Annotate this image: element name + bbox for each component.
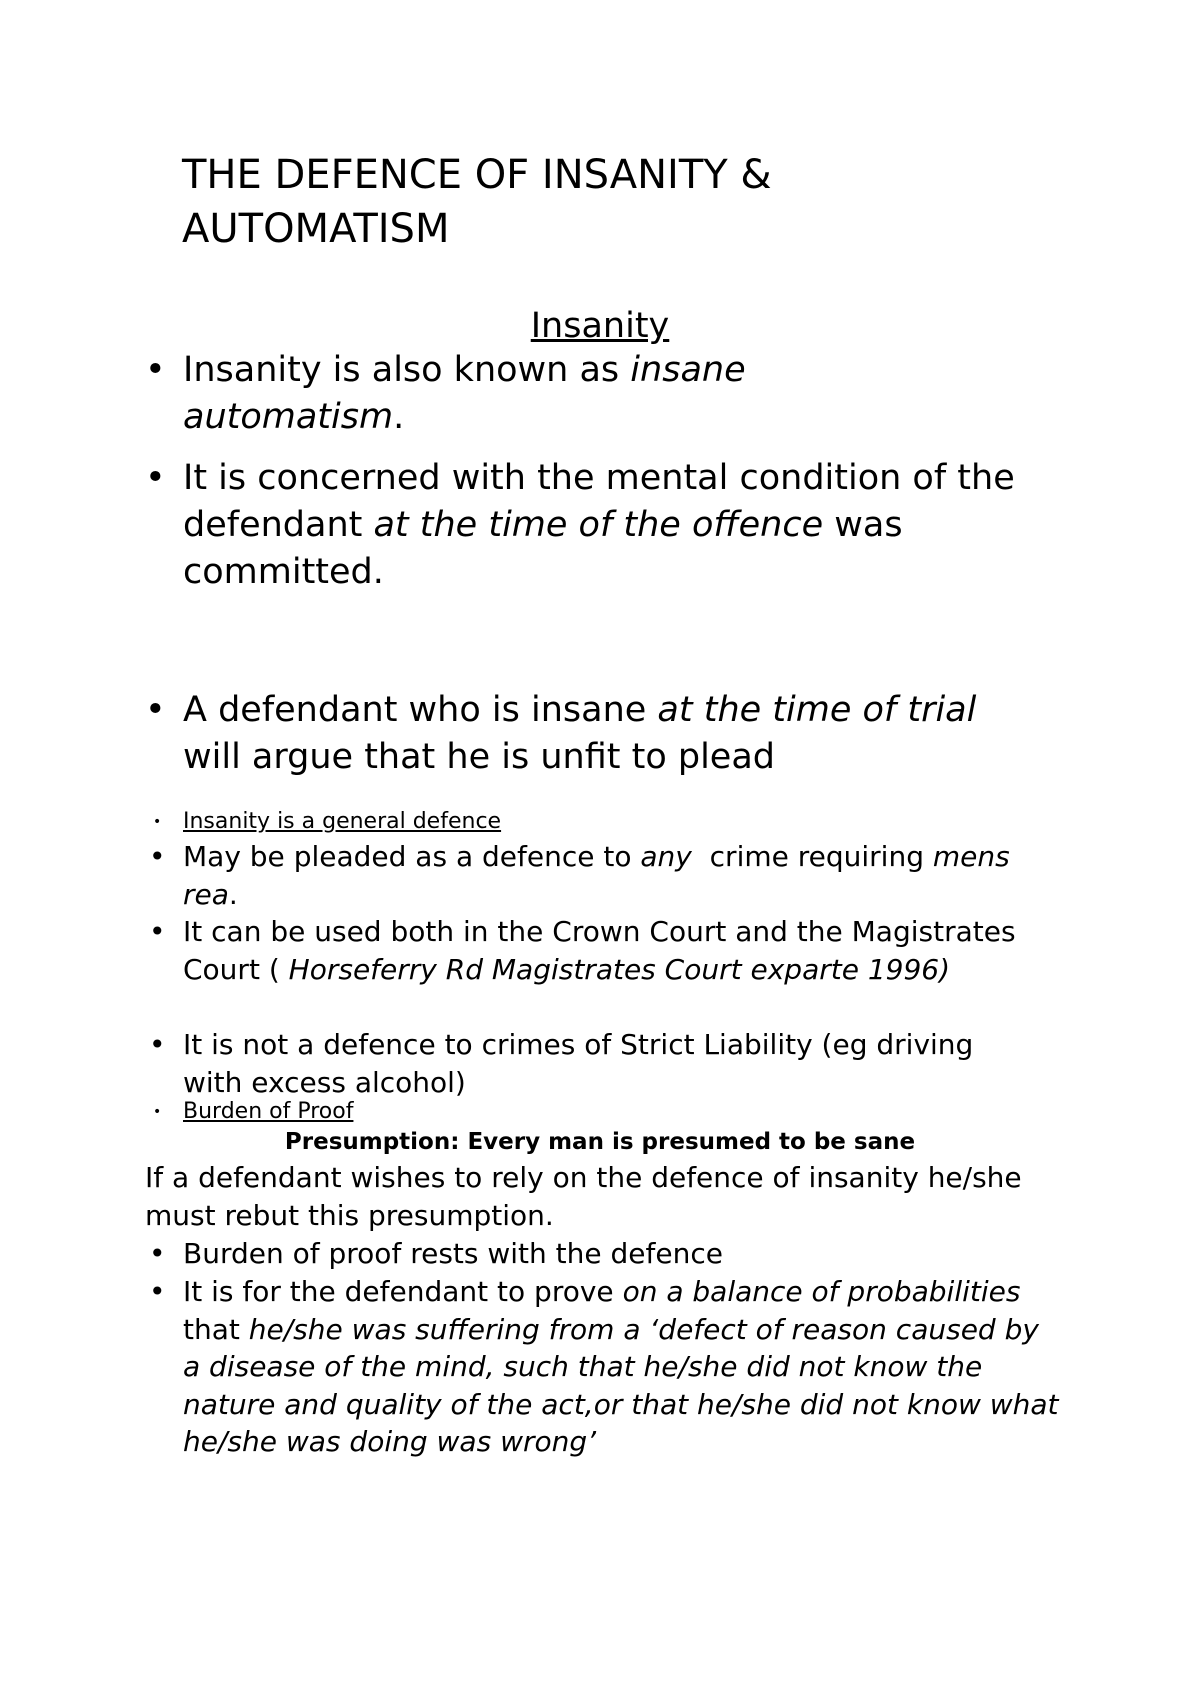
bullet-mens-rea: • May be pleaded as a defence to any crime requiring mens rea.	[149, 840, 1019, 911]
bullet-burden-of-proof: • Burden of Proof	[145, 1097, 1085, 1127]
bullet-mark: •	[145, 458, 166, 498]
bullet-mark: •	[149, 1237, 166, 1270]
document-title: THE DEFENCE OF INSANITY & AUTOMATISM	[182, 152, 772, 252]
bullet-mark: •	[145, 350, 166, 390]
bullet-insane-automatism: • Insanity is also known as insane automatism.	[145, 347, 1085, 441]
bullet-mark: •	[149, 915, 166, 948]
bullet-burden-rests: • Burden of proof rests with the defence	[145, 1235, 1085, 1273]
presumption-statement: Presumption: Every man is presumed to be sane	[284, 1129, 916, 1155]
bullet-mark: •	[153, 1104, 162, 1120]
bullet-mark: •	[149, 1028, 166, 1061]
rebut-paragraph: If a defendant wishes to rely on the defence of insanity he/she must rebut this presumption.	[145, 1161, 1022, 1232]
bullet-mark: •	[149, 840, 166, 873]
bullet-crown-court: • It can be used both in the Crown Court and the Magistrates Court ( Horseferry Rd Magistrates Court exparte 1996)	[149, 915, 1016, 986]
section-heading-insanity: Insanity	[530, 306, 670, 346]
bullet-mental-condition: • It is concerned with the mental condition of the defendant at the time of the offence was committed.	[145, 455, 1085, 596]
bullet-strict-liability: • It is not a defence to crimes of Strict Liability (eg driving with excess alcohol)	[149, 1028, 974, 1099]
bullet-mark: •	[149, 1275, 166, 1308]
bullet-mark: •	[153, 814, 162, 830]
bullet-balance-of-probabilities: • It is for the defendant to prove on a balance of probabilities that he/she was suffering from a ‘defect of reason caused by a disease of the mind, such that he/she did not know the nature and quality of the act,or that he/she did not know what he/she was doing was wrong’	[149, 1275, 1059, 1458]
bullet-general-defence: • Insanity is a general defence	[145, 807, 1085, 837]
bullet-mark: •	[145, 690, 166, 730]
bullet-time-of-trial: • A defendant who is insane at the time of trial will argue that he is unfit to plead	[145, 687, 1085, 781]
